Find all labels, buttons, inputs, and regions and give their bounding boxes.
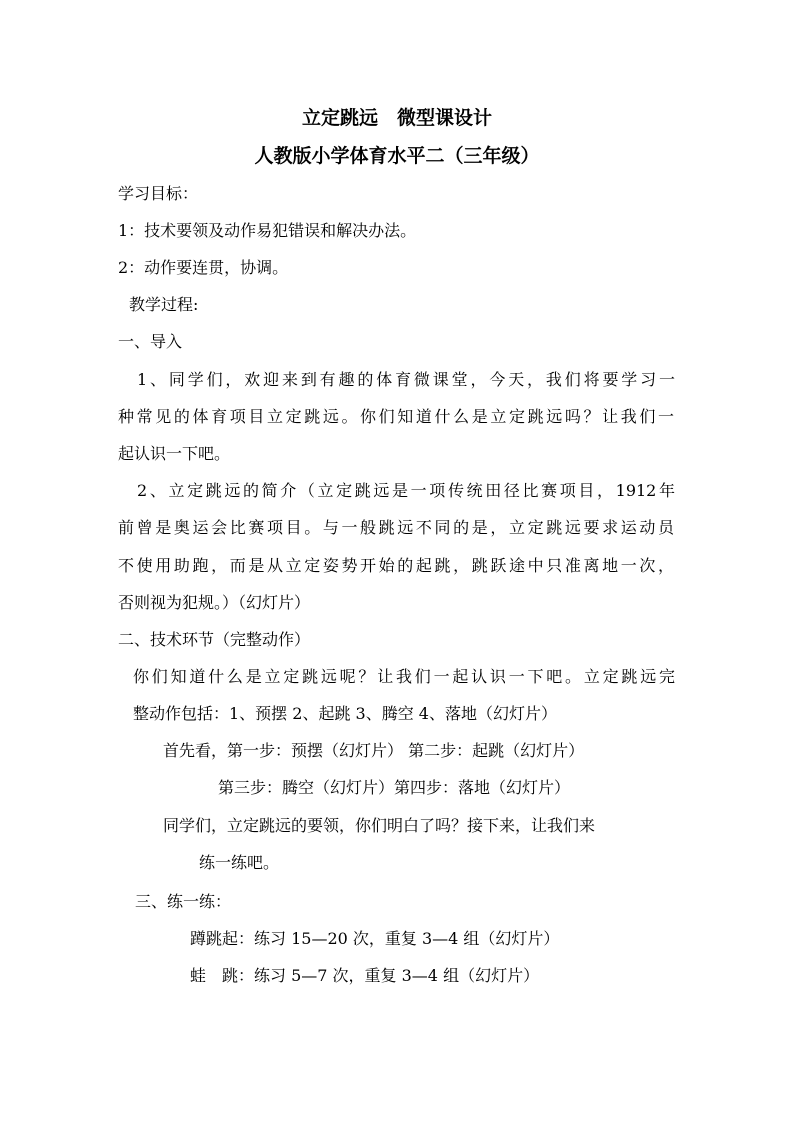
- tech-line-5: 同学们，立定跳远的要领，你们明白了吗？接下来，让我们来: [163, 816, 596, 835]
- section-2-heading: 二、技术环节（完整动作）: [118, 630, 311, 649]
- section-3-heading: 三、练一练：: [135, 892, 232, 911]
- intro-2-line-2: 前曾是奥运会比赛项目。与一般跳远不同的是，立定跳远要求运动员: [118, 518, 674, 537]
- objective-2: 2：动作要连贯，协调。: [118, 258, 289, 277]
- intro-1-line-3: 起认识一下吧。: [118, 444, 231, 463]
- intro-2-line-4: 否则视为犯规。）（幻灯片）: [118, 593, 311, 612]
- section-1-heading: 一、导入: [118, 332, 183, 351]
- document-title: 立定跳远 微型课设计: [301, 107, 492, 129]
- process-heading: 教学过程:: [129, 295, 199, 314]
- objective-1: 1：技术要领及动作易犯错误和解决办法。: [118, 221, 417, 240]
- document-subtitle: 人教版小学体育水平二（三年级）: [254, 145, 540, 167]
- intro-2-line-3: 不使用助跑，而是从立定姿势开始的起跳，跳跃途中只准离地一次，: [118, 556, 674, 575]
- tech-line-3: 首先看，第一步：预摆（幻灯片） 第二步：起跳（幻灯片）: [163, 741, 585, 760]
- tech-line-6: 练一练吧。: [199, 853, 280, 872]
- intro-2-line-1: 2、立定跳远的简介（立定跳远是一项传统田径比赛项目，1912年: [137, 481, 675, 500]
- practice-item-2: 蛙 跳：练习 5—7 次，重复 3—4 组（幻灯片）: [190, 966, 540, 985]
- intro-1-line-2: 种常见的体育项目立定跳远。你们知道什么是立定跳远吗？让我们一: [118, 407, 674, 426]
- tech-line-4: 第三步：腾空（幻灯片）第四步：落地（幻灯片）: [218, 778, 571, 797]
- practice-item-1: 蹲跳起：练习 15—20 次，重复 3—4 组（幻灯片）: [190, 929, 560, 948]
- tech-line-2: 整动作包括：1、预摆 2、起跳 3、腾空 4、落地（幻灯片）: [133, 704, 557, 723]
- tech-line-1: 你们知道什么是立定跳远呢？让我们一起认识一下吧。立定跳远完: [133, 667, 675, 686]
- objectives-heading: 学习目标：: [118, 184, 199, 203]
- intro-1-line-1: 1、同学们，欢迎来到有趣的体育微课堂，今天，我们将要学习一: [137, 370, 675, 389]
